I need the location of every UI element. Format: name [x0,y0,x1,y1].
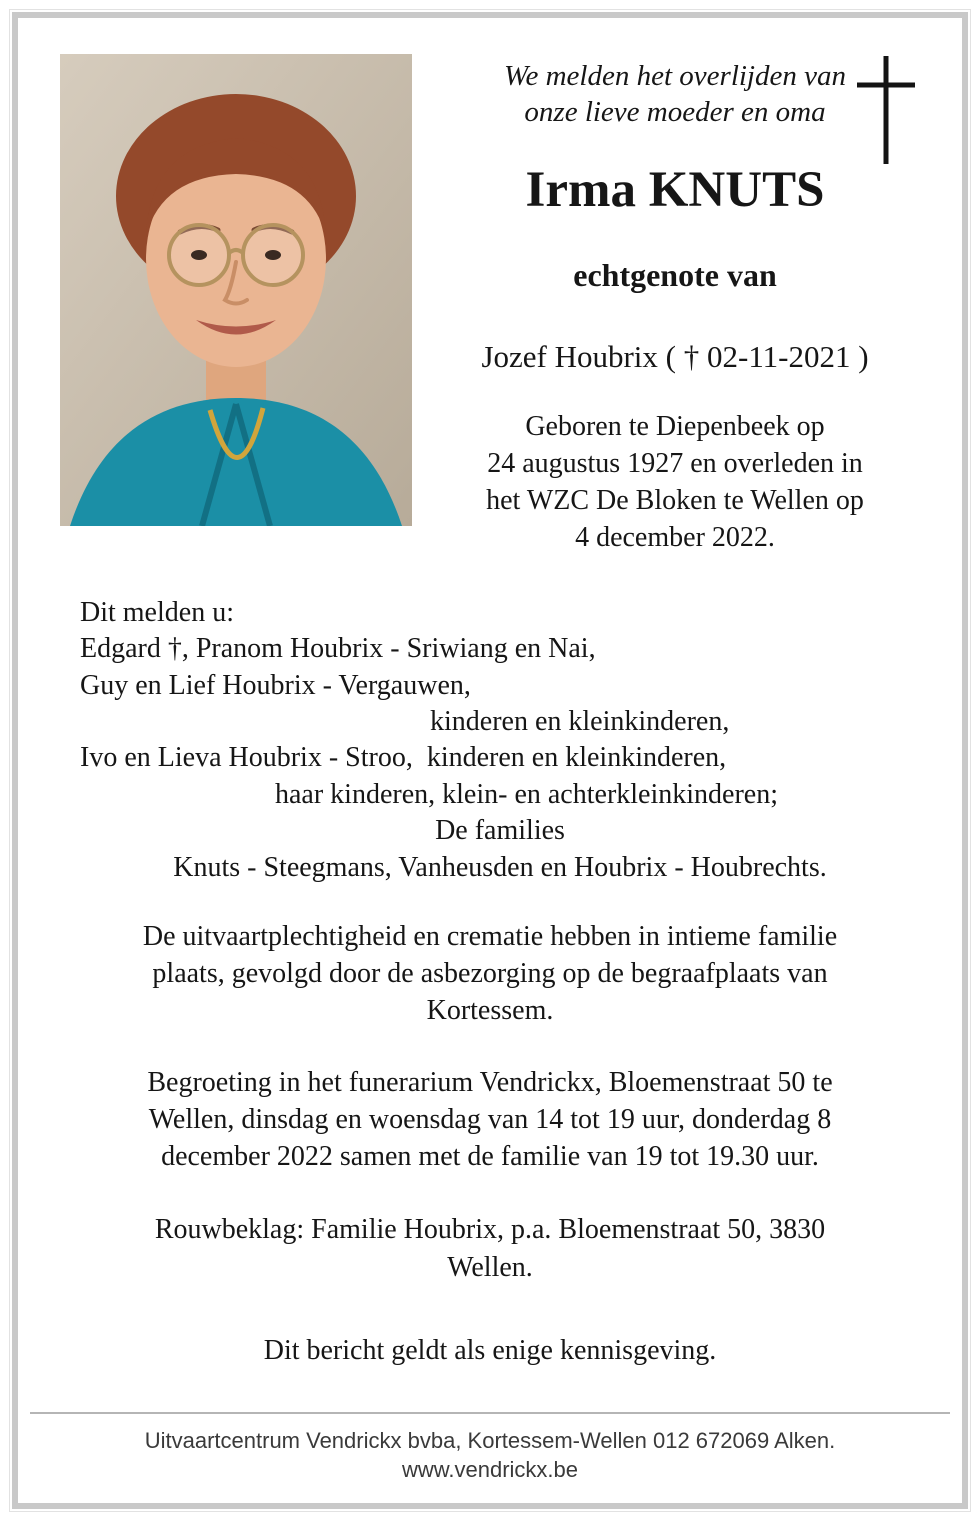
announcement-header [412,54,920,557]
cross-icon [852,54,920,166]
divider [30,1412,950,1414]
life-line: 24 augustus 1927 en overleden in [487,447,863,479]
footer-line: Uitvaartcentrum Vendrickx bvba, Kortessem-Wellen 012 672069 Alken. [144,1427,836,1453]
deceased-name: Irma KNUTS [525,161,825,218]
family-line: Dit melden u: [80,596,234,628]
visitation-paragraph: Begroeting in het funerarium Vendrickx, Bloemenstraat 50 te Wellen, dinsdag en woensdag van 14 tot 19 uur, donderdag 8 december 2022 samen met de familie van 19 tot 19.30 uur. [147,1066,833,1173]
memorial-card [18,18,962,1503]
portrait-photo [60,54,412,526]
footer-text [60,1426,920,1489]
family-line: Knuts - Steegmans, Vanheusden en Houbrix - Houbrechts. [173,851,827,883]
condolence-paragraph: Rouwbeklag: Familie Houbrix, p.a. Bloemenstraat 50, 3830 Wellen. [154,1214,826,1283]
life-line: Geboren te Diepenbeek op [525,411,825,443]
intro-line: onze lieve moeder en oma [524,96,826,129]
family-line: Ivo en Lieva Houbrix - Stroo, kinderen en kleinkinderen, [80,742,727,774]
spouse-line: Jozef Houbrix ( † 02-11-2021 ) [481,338,869,374]
family-list [60,595,920,886]
life-line: het WZC De Bloken te Wellen op [486,484,864,516]
funeral-paragraph: De uitvaartplechtigheid en crematie hebben in intieme familie plaats, gevolgd door de asbezorging op de begraafplaats van Kortessem. [142,920,838,1027]
intro-line: We melden het overlijden van [504,60,846,92]
intro-text [438,58,912,131]
relation-text: echtgenote van [573,257,777,294]
header [60,54,920,557]
card-frame [12,12,968,1509]
family-line: De families [435,815,565,847]
notice-paragraph: Dit bericht geldt als enige kennisgeving. [263,1334,717,1366]
life-dates [438,409,912,557]
family-line: haar kinderen, klein- en achterkleinkinderen; [275,778,778,810]
family-line: kinderen en kleinkinderen, [430,706,730,738]
footer [60,1412,920,1489]
family-line: Edgard †, Pranom Houbrix - Sriwiang en Nai, [80,633,596,665]
footer-website: www.vendrickx.be [401,1457,579,1483]
family-line: Guy en Lief Houbrix - Vergauwen, [80,669,471,701]
life-line: 4 december 2022. [575,521,775,553]
